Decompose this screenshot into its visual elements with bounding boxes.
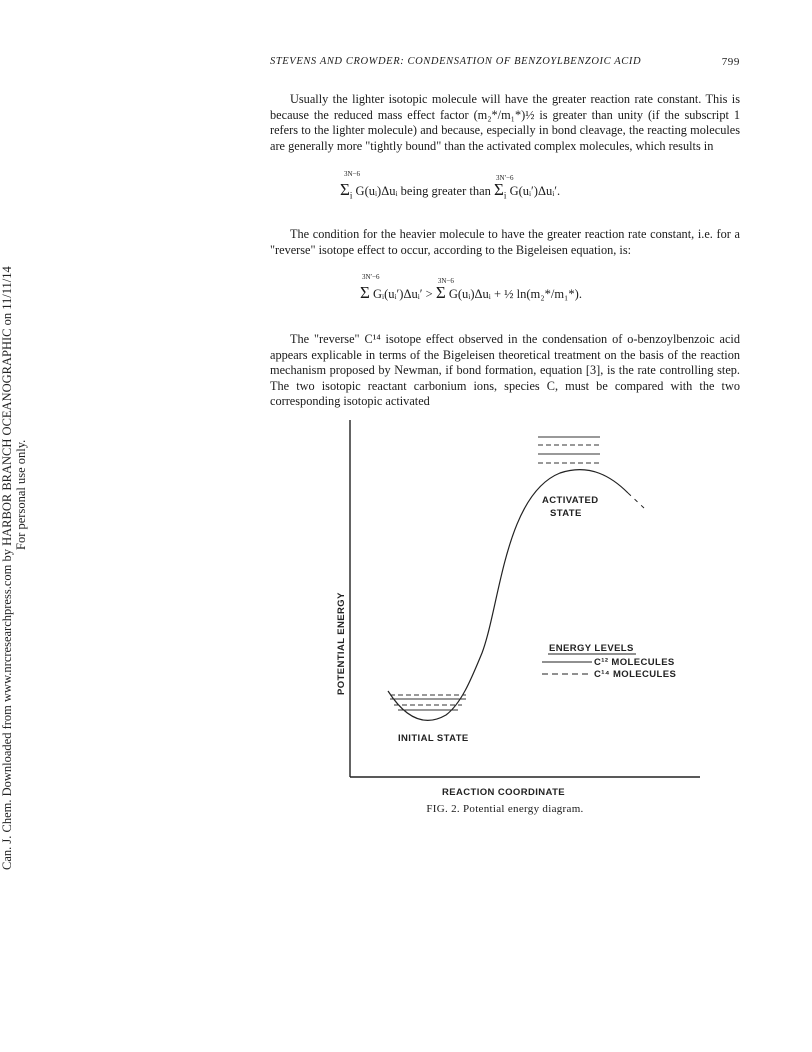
x-axis-label: REACTION COORDINATE (442, 787, 566, 798)
sum-symbol-icon: Σ (360, 283, 370, 302)
legend-title: ENERGY LEVELS (549, 643, 634, 654)
running-head (270, 56, 740, 68)
figure-caption: FIG. 2. Potential energy diagram. (426, 803, 584, 815)
activated-state-label-line2: STATE (550, 508, 582, 519)
potential-energy-diagram (330, 415, 710, 805)
eq1-limit-left: 3N−6 (344, 170, 361, 178)
download-notice (0, 0, 40, 870)
running-title: STEVENS AND CROWDER: CONDENSATION OF BENZOYLBENZOIC ACID (270, 56, 642, 67)
eq2-term-right: G(uᵢ)Δuᵢ + ½ ln(m₂*/m₁*). (448, 287, 582, 301)
download-notice-line1: Can. J. Chem. Downloaded from www.nrcresearchpress.com by HARBOR BRANCH OCEANOGRAPHIC on 11/11/14 (0, 266, 14, 870)
eq1-middle: being greater than (400, 184, 491, 198)
paragraph-2: The condition for the heavier molecule to have the greater reaction rate constant, i.e. for a "reverse" isotope effect to occur, according to the Bigeleisen equation, is: (270, 227, 740, 257)
diagram-svg (330, 415, 710, 805)
sum-symbol-icon: Σ (435, 283, 446, 302)
download-notice-line2: For personal use only. (14, 439, 28, 550)
eq1-term-left: G(uᵢ)Δuᵢ (355, 184, 398, 198)
page-number: 799 (721, 56, 740, 68)
paragraph-3: The "reverse" C¹⁴ isotope effect observed in the condensation of o-benzoylbenzoic acid appears explicable in terms of the Bigeleisen theoretical treatment on the basis of the reaction mechanism proposed by Newman, if bond formation, equation [3], is the rate controlling step. The two isotopic reactant carbonium ions, species C, must be compared with the two corresponding isotopic activated (270, 332, 740, 409)
eq1-limit-right: 3N′−6 (496, 174, 514, 182)
eq2-term-left: Gᵢ(uᵢ′)Δuᵢ′ > (373, 287, 433, 301)
equation-2 (360, 273, 582, 303)
eq2-limit-left: 3N′−6 (362, 273, 380, 281)
legend-dashed-label: C¹⁴ MOLECULES (594, 669, 677, 680)
y-axis-label: POTENTIAL ENERGY (336, 592, 347, 695)
sum-symbol-icon: Σ (494, 180, 504, 199)
curve-tail (628, 493, 644, 508)
potential-curve (388, 470, 628, 721)
sum-symbol-icon: Σ (340, 180, 350, 199)
eq2-limit-right: 3N−6 (437, 277, 454, 285)
eq1-term-right: G(uᵢ′)Δuᵢ′. (509, 184, 561, 198)
legend-solid-label: C¹² MOLECULES (594, 657, 675, 668)
initial-state-label: INITIAL STATE (398, 733, 469, 744)
equation-1: 3N−6 $\Sigma_i$ G(uᵢ)Δuᵢ being greater than 3N′−6 $\Sigma_i$ G(uᵢ′)Δuᵢ′. (340, 170, 561, 201)
activated-state-label-line1: ACTIVATED (542, 495, 599, 506)
paragraph-1: Usually the lighter isotopic molecule will have the greater reaction rate constant. This is because the reduced mass effect factor (m₂*/m₁*)½ is greater than unity (if the subscript 1 refers to the lighter molecule) and because, especially in bond cleavage, the reacting molecules are generally more "tightly bound" than the activated complex molecules, which results in (270, 92, 740, 153)
